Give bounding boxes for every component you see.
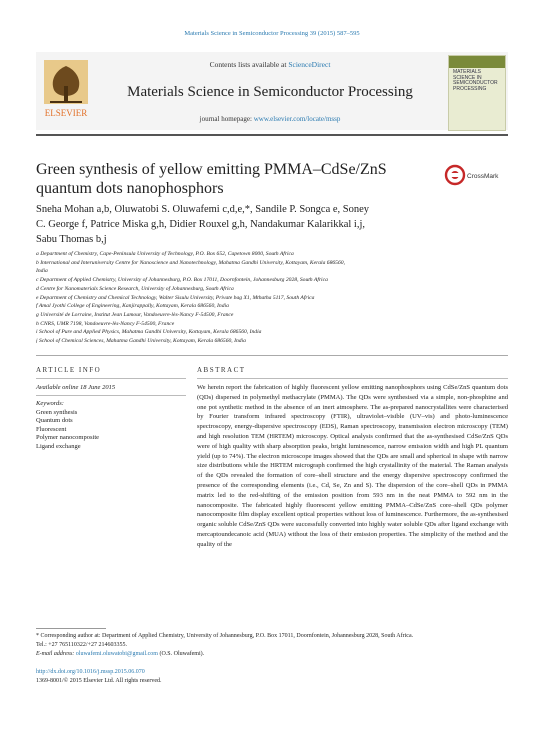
header-divider [36,134,508,136]
corresponding-author-footnote [36,632,508,659]
journal-cover-thumbnail [448,55,506,131]
keyword: Ligand exchange [36,442,81,450]
affiliation: a Department of Chemistry, Cape-Peninsula University of Technology, P.O. Box 652, Capetown 8000, South Africa [36,251,294,257]
keywords-heading: Keywords: [36,400,64,407]
footnote-line-1: * Corresponding author at: Department of Applied Chemistry, University of Johannesburg, P.O. Box 17011, Doornfontein, Johannesburg 2028, South Africa. [36,633,414,639]
affiliations [36,250,506,346]
homepage-prefix: journal homepage: [199,115,254,123]
journal-citation[interactable]: Materials Science in Semiconductor Processing 39 (2015) 587–595 [184,30,360,37]
author-list [36,202,506,247]
journal-title: Materials Science in Semiconductor Processing [127,84,413,100]
contents-prefix: Contents lists available at [209,60,289,69]
article-info-rule [36,395,186,396]
abstract-text: We herein report the fabrication of highly fluorescent yellow emitting nanophosphors using CdSe/ZnS quantum dots (QDs) dispersed in polymethyl methacrylate (PMMA). The QDs were synthesised via a simple, non-phosphine and one pot synthetic method in the absence of an inert atmosphere. The as-prepared nanocrystallites were characterised by Fourier transform infrared spectroscopy (FTIR), ultraviolet–visible (UV–vis) and photo-luminescence spectroscopy, energy-dispersive spectroscopy (EDS), Raman spectroscopy, transmission electron microscopy (TEM) and high resolution TEM (HRTEM) microscopy. Optical analysis confirmed that the as-synthesised CdSe/ZnS QDs were of high quality with sharp absorption peaks, bright luminescence, narrow emission width and high PL quantum yield (up to 74%). The electron microscope images showed that the QDs are small and spherical in shape with narrow size distributions while the HRTEM micrograph confirmed the high crystallinity of the material. The Raman analysis of the QDs revealed the formation of core–shell structure and the energy dispersive spectroscopy confirmed the presence of the corresponding elements (i.e., Cd, Se, Zn and S). The dispersion of the core–shell QDs in PMMA matrix led to the red-shifting of the emission position from 593 nm in the neat PMMA to 592 nm in the nanocomposite. The fabricated highly fluorescent yellow emitting PMMA–CdSe/ZnS core–shell QDs polymer nanocomposite film display excellent optical properties without loss of luminescence. Furthermore, the as-synthesised organic soluble CdSe/ZnS QDs were successfully converted into highly water soluble QDs after ligand exchange with mercaptoundecanoic acid (MUA) without the loss of their emission properties. The simplicity of the method and the quality of the [197,384,508,548]
contents-available-line [100,60,440,69]
affiliation: j School of Chemical Sciences, Mahatma Gandhi University, Kottayam, Kerala 686560, India [36,338,246,345]
elsevier-tree-logo [40,56,92,122]
elsevier-wordmark: ELSEVIER [44,108,88,118]
homepage-link[interactable]: www.elsevier.com/locate/mssp [253,115,341,123]
affiliation: g Université de Lorraine, Institut Jean Lamour, Vandoeuvre-lès-Nancy F-54500, France [36,311,234,318]
crossmark-badge[interactable] [444,160,506,190]
email-suffix: (O.S. Oluwafemi). [157,651,205,657]
cover-stripe [449,56,505,68]
affiliation: c Department of Applied Chemistry, University of Johannesburg, P.O. Box 17011, Doornfontein, Johannesburg 2028, South Africa [36,277,328,284]
affiliation: i School of Pure and Applied Physics, Mahatma Gandhi University, Kottayam, Kerala 686560, India [36,329,262,336]
authors-line-3[interactable]: Sabu Thomas b,j [36,234,107,245]
article-info-rule [36,378,186,379]
authors-line-1[interactable]: Sneha Mohan a,b, Oluwatobi S. Oluwafemi c,d,e,*, Sandile P. Songca e, Soney [36,204,370,215]
article-title: Green synthesis of yellow emitting PMMA–CdSe/ZnS quantum dots nanophosphors [36,161,387,197]
abstract-heading: ABSTRACT [197,366,246,374]
crossmark-label: CrossMark [467,173,499,180]
affiliation: e Department of Chemistry and Chemical Technology, Walter Sisulu University, Private bag X1, Mthatha 5117, South Africa [36,294,315,301]
affiliation: d Centre for Nanomaterials Science Research, University of Johannesburg, South Africa [36,285,234,292]
available-online-date: Available online 18 June 2015 [36,384,116,391]
affiliation: h CNRS, UMR 7198, Vandoeuvre-lès-Nancy F-54500, France [36,320,175,327]
email-prefix: E-mail address: [36,651,76,657]
keyword: Green synthesis [36,408,78,416]
article-info-heading: ARTICLE INFO [36,366,102,374]
keyword: Fluorescent [36,425,67,433]
doi-block [36,668,436,686]
keyword: Quantum dots [36,417,73,425]
footnote-rule [36,628,106,629]
footnote-email-line [36,650,508,659]
cover-title: MATERIALS SCIENCE IN SEMICONDUCTOR PROCESSING [453,69,498,92]
affiliation: India [36,268,48,275]
keyword: Polymer nanocomposite [36,434,100,442]
sciencedirect-link[interactable]: ScienceDirect [288,60,331,69]
journal-homepage-line [100,115,440,123]
doi-link[interactable]: http://dx.doi.org/10.1016/j.mssp.2015.06.070 [36,669,145,675]
affiliation: f Amal Jyothi College of Engineering, Kanjirappally, Kottayam, Kerala 686560, India [36,303,229,310]
abstract-rule [197,378,508,379]
copyright-line: 1369-8001/© 2015 Elsevier Ltd. All rights reserved. [36,678,162,684]
affiliation: b International and Interuniversity Centre for Nanoscience and Nanotechnology, Mahatma Gandhi University, Kottayam, Kerala 686560, [36,259,345,266]
section-divider [36,355,508,356]
footnote-line-2: Tel.: +27 765110322/+27 214603355. [36,642,127,648]
authors-line-2[interactable]: C. George f, Patrice Miska g,h, Didier Rouxel g,h, Nandakumar Kalarikkal i,j, [36,219,366,230]
keywords-block [36,400,186,452]
email-link[interactable]: oluwafemi.oluwatobi@gmail.com [75,651,158,657]
